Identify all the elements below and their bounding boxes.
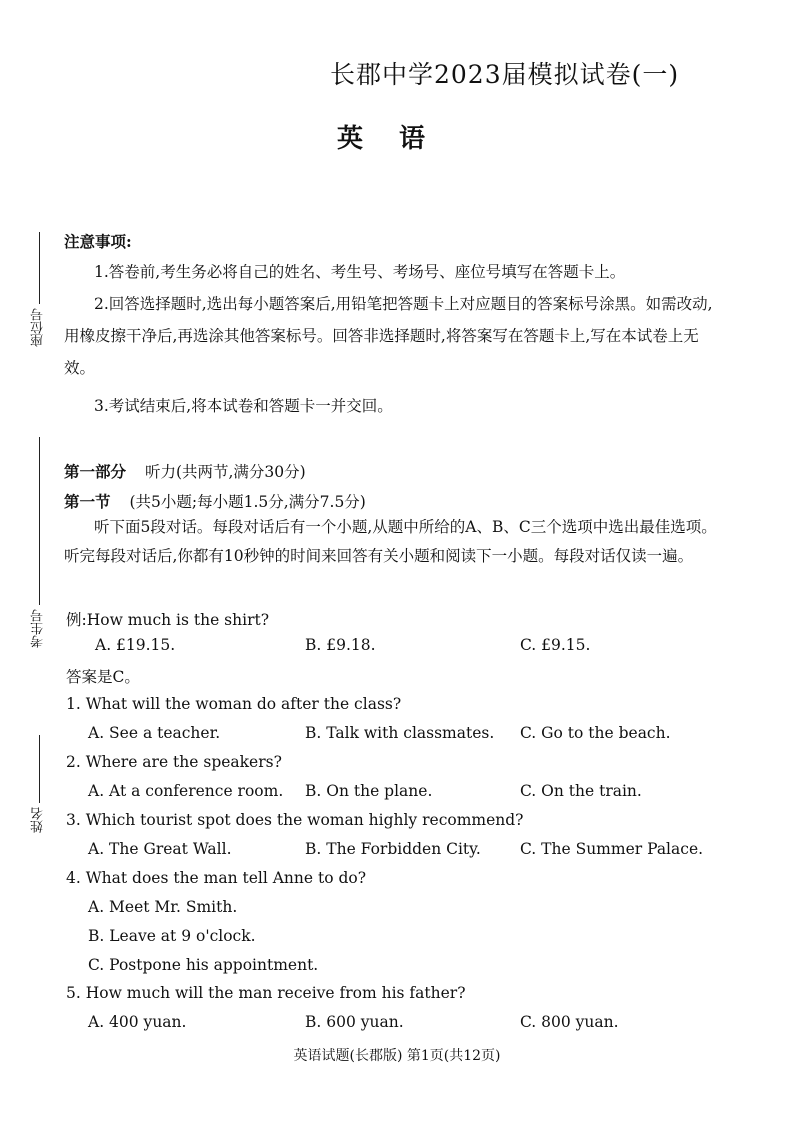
example-option-a: A. £19.15. — [95, 636, 176, 654]
part1-title: 第一部分 — [64, 462, 127, 481]
exam-title: 长郡中学2023届模拟试卷(一) — [330, 60, 680, 89]
subject-title: 英语 — [337, 124, 462, 154]
note-item-2: 2.回答选择题时,选出每小题答案后,用铅笔把答题卡上对应题目的答案标号涂黑。如需改动,用橡皮擦干净后,再选涂其他答案标号。回答非选择题时,将答案写在答题卡上,写在本试卷上无效。 — [64, 295, 713, 377]
seat-number-field — [28, 232, 50, 382]
question-3-option-a: A. The Great Wall. — [88, 840, 232, 858]
question-3-stem: 3. Which tourist spot does the woman highly recommend? — [66, 811, 524, 829]
section1-heading — [64, 490, 366, 512]
question-5-option-b: B. 600 yuan. — [305, 1013, 404, 1031]
question-1-stem: 1. What will the woman do after the class? — [66, 695, 402, 713]
question-4-option-b: B. Leave at 9 o'clock. — [88, 927, 256, 945]
section1-title-rest: (共5小题;每小题1.5分,满分7.5分) — [129, 493, 366, 511]
example-option-c: C. £9.15. — [520, 636, 591, 654]
seat-number-label: 座位号 — [31, 308, 46, 347]
question-2-option-c: C. On the train. — [520, 782, 642, 800]
candidate-number-line — [39, 437, 40, 605]
example-option-b: B. £9.18. — [305, 636, 376, 654]
question-3-option-b: B. The Forbidden City. — [305, 840, 481, 858]
question-3-option-c: C. The Summer Palace. — [520, 840, 704, 858]
part1-title-rest: 听力(共两节,满分30分) — [144, 463, 306, 481]
note-item-1: 1.答卷前,考生务必将自己的姓名、考生号、考场号、座位号填写在答题卡上。 — [94, 263, 626, 281]
name-label: 姓名 — [31, 807, 46, 833]
example-stem: 例:How much is the shirt? — [66, 611, 270, 629]
question-1-option-a: A. See a teacher. — [88, 724, 221, 742]
example-answer: 答案是C。 — [66, 668, 140, 686]
note-item-3: 3.考试结束后,将本试卷和答题卡一并交回。 — [94, 397, 393, 415]
question-5-stem: 5. How much will the man receive from his father? — [66, 984, 466, 1002]
seat-number-line — [39, 232, 40, 304]
question-4-option-c: C. Postpone his appointment. — [88, 956, 319, 974]
page-footer: 英语试题(长郡版) 第1页(共12页) — [293, 1048, 501, 1064]
section1-title: 第一节 — [64, 492, 111, 511]
question-4-stem: 4. What does the man tell Anne to do? — [66, 869, 367, 887]
part1-heading — [64, 460, 306, 482]
question-2-option-a: A. At a conference room. — [88, 782, 284, 800]
name-line — [39, 735, 40, 803]
question-2-stem: 2. Where are the speakers? — [66, 753, 282, 771]
question-2-option-b: B. On the plane. — [305, 782, 433, 800]
section1-instructions: 听下面5段对话。每段对话后有一个小题,从题中所给的A、B、C三个选项中选出最佳选项。听完每段对话后,你都有10秒钟的时间来回答有关小题和阅读下一小题。每段对话仅读一遍。 — [64, 518, 717, 565]
candidate-number-field — [28, 437, 50, 657]
name-field — [28, 735, 50, 845]
notes-title: 注意事项: — [64, 232, 132, 251]
question-1-option-b: B. Talk with classmates. — [305, 724, 495, 742]
candidate-number-label: 考生号 — [31, 609, 46, 648]
question-5-option-c: C. 800 yuan. — [520, 1013, 619, 1031]
question-5-option-a: A. 400 yuan. — [88, 1013, 187, 1031]
question-1-option-c: C. Go to the beach. — [520, 724, 671, 742]
question-4-option-a: A. Meet Mr. Smith. — [88, 898, 238, 916]
